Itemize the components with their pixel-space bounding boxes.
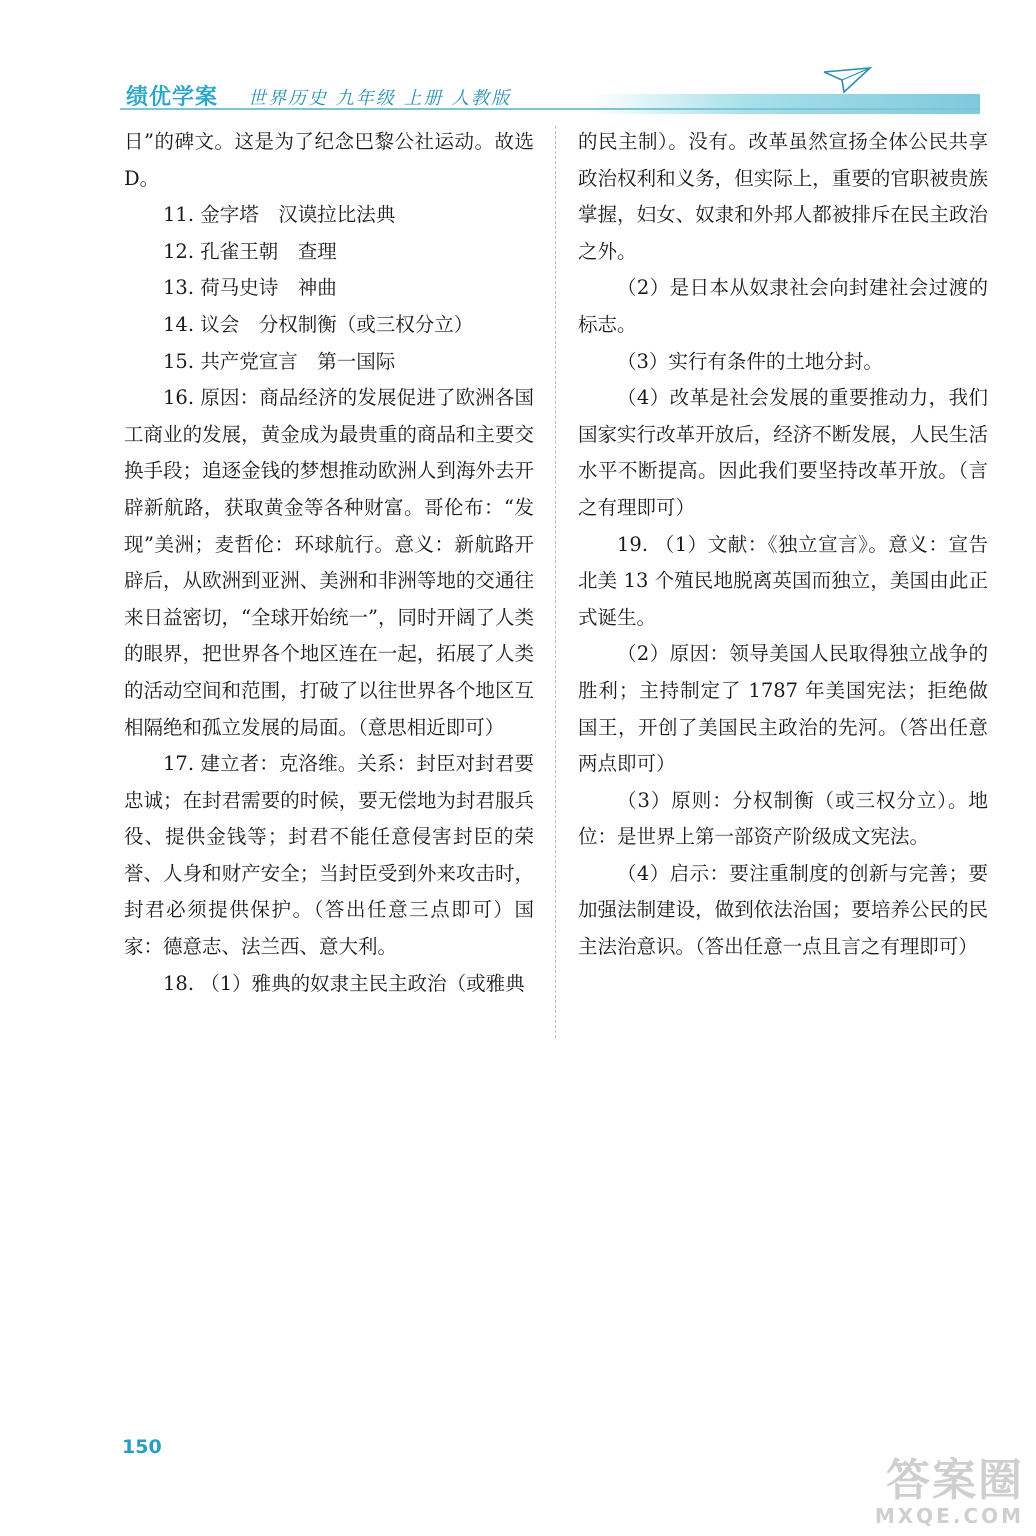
answer-paragraph: 14. 议会 分权制衡（或三权分立） <box>163 312 474 336</box>
answer-paragraph: （2）是日本从奴隶社会向封建社会过渡的标志。 <box>578 276 988 336</box>
answer-paragraph: 17. 建立者：克洛维。关系：封臣对封君要忠诚；在封君需要的时候，要无偿地为封君服兵役、提供金钱等；封君不能任意侵害封臣的荣誉、人身和财产安全；当封臣受到外来攻击时，封君必须提供保护。（答出任意三点即可）国家：德意志、法兰西、意大利。 <box>124 752 534 959</box>
answer-paragraph: （3）实行有条件的土地分封。 <box>617 349 883 373</box>
header-band <box>590 94 980 114</box>
answer-paragraph: （4）改革是社会发展的重要推动力，我们国家实行改革开放后，经济不断发展，人民生活水平不断提高。因此我们要坚持改革开放。（言之有理即可） <box>578 386 988 519</box>
answer-paragraph: 日”的碑文。这是为了纪念巴黎公社运动。故选 D。 <box>124 130 534 190</box>
answer-paragraph: 13. 荷马史诗 神曲 <box>163 276 337 300</box>
answer-column-left <box>124 124 534 1002</box>
watermark-logo: 答案圈 <box>886 1455 1024 1506</box>
answer-paragraph: 19. （1）文献：《独立宣言》。意义：宣告北美 13 个殖民地脱离英国而独立，美国由此正式诞生。 <box>578 532 988 629</box>
page-number: 150 <box>122 1436 162 1458</box>
paper-plane-icon <box>822 64 872 94</box>
answer-paragraph: 的民主制）。没有。改革虽然宣扬全体公民共享政治权利和义务，但实际上，重要的官职被贵族掌握，妇女、奴隶和外邦人都被排斥在民主政治之外。 <box>578 130 988 263</box>
page-header <box>120 78 980 112</box>
answer-paragraph: 18. （1）雅典的奴隶主民主政治（或雅典 <box>163 971 525 995</box>
answer-paragraph: 15. 共产党宣言 第一国际 <box>163 349 396 373</box>
book-title: 世界历史 九年级 上册 人教版 <box>248 88 512 109</box>
watermark-url: MXQE.COM <box>874 1504 1024 1528</box>
answer-column-right <box>578 124 988 966</box>
brand-logo: 绩优学案 <box>126 85 219 110</box>
answer-paragraph: （2）原因：领导美国人民取得独立战争的胜利；主持制定了 1787 年美国宪法；拒绝做国王，开创了美国民主政治的先河。（答出任意两点即可） <box>578 642 988 776</box>
column-divider <box>555 126 556 1038</box>
answer-paragraph: 16. 原因：商品经济的发展促进了欧洲各国工商业的发展，黄金成为最贵重的商品和主要交换手段；追逐金钱的梦想推动欧洲人到海外去开辟新航路，获取黄金等各种财富。哥伦布：“发现”美洲；麦哲伦：环球航行。意义：新航路开辟后，从欧洲到亚洲、美洲和非洲等地的交通往来日益密切，“全球开始统一”，同时开阔了人类的眼界，把世界各个地区连在一起，拓展了人类的活动空间和范围，打破了以往世界各个地区互相隔绝和孤立发展的局面。（意思相近即可） <box>124 386 534 739</box>
answer-paragraph: （4）启示：要注重制度的创新与完善；要加强法制建设，做到依法治国；要培养公民的民主法治意识。（答出任意一点且言之有理即可） <box>578 861 988 959</box>
answer-paragraph: （3）原则：分权制衡（或三权分立）。地位：是世界上第一部资产阶级成文宪法。 <box>578 788 988 849</box>
answer-paragraph: 11. 金字塔 汉谟拉比法典 <box>163 203 396 227</box>
answer-paragraph: 12. 孔雀王朝 查理 <box>163 239 337 263</box>
watermark <box>874 1455 1024 1528</box>
